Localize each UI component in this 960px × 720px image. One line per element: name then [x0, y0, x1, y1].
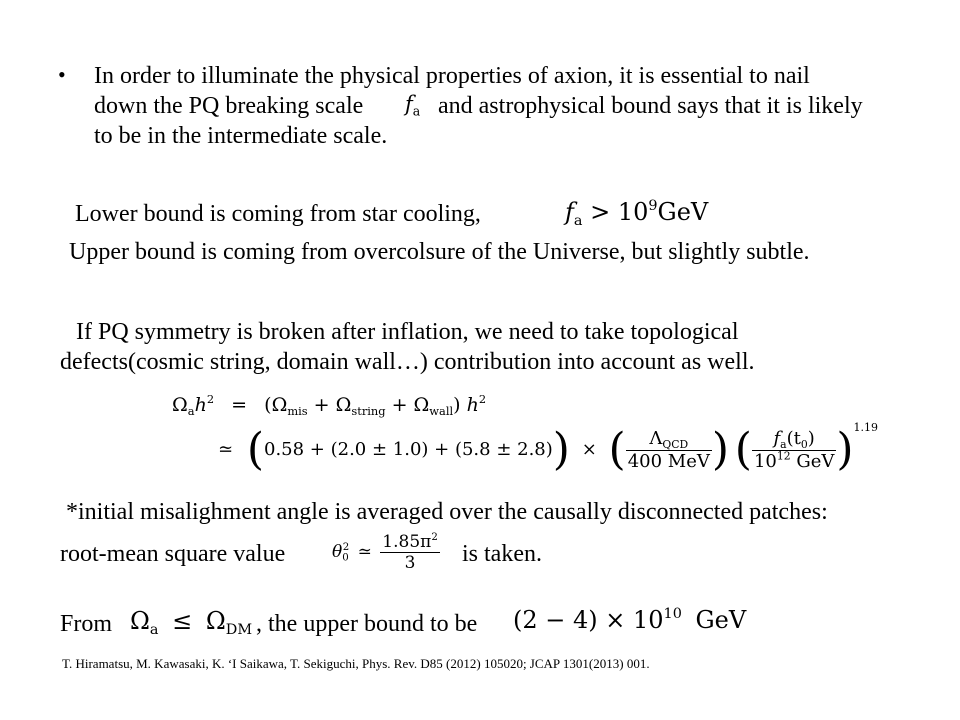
theta-formula: $\theta_0^2$ ≃ $\frac{1.85\pi^2}{3}$	[332, 531, 438, 573]
misalignment-line-2a: root-mean square value	[60, 541, 286, 567]
pq-line-1: If PQ symmetry is broken after inflation, we need to take topological	[76, 319, 739, 345]
intro-line-3: to be in the intermediate scale.	[94, 123, 388, 149]
lower-bound-text: Lower bound is coming from star cooling,	[75, 201, 481, 227]
upper-bound-text: Upper bound is coming from overcolsure of the Universe, but slightly subtle.	[69, 239, 810, 265]
pq-line-2: defects(cosmic string, domain wall…) contribution into account as well.	[60, 349, 755, 375]
fa-symbol-inline: $f_a$	[405, 92, 421, 119]
misalignment-line-1: *initial misalighment angle is averaged over the causally disconnected patches:	[66, 499, 828, 525]
reference-citation: T. Hiramatsu, M. Kawasaki, K. ‘I Saikawa, T. Sekiguchi, Phys. Rev. D85 (2012) 105020; JCAP 1301(2013) 001.	[62, 656, 650, 671]
bullet-point: •	[58, 62, 66, 87]
intro-line-2b: and astrophysical bound says that it is likely	[438, 93, 863, 119]
qcd-fraction: $\frac{\Lambda_{QCD}}{\text{400 MeV}}$	[627, 427, 710, 472]
conclusion-middle: , the upper bound to be	[256, 611, 478, 637]
omega-equation-line-2: ≃ (0.58 + (2.0 ± 1.0) + (5.8 ± 2.8)) × ( $\frac{\Lambda_{QCD}}{\text{400 MeV}}$ ) ( $\frac{f_a(t_0)}{10^{12} GeV}$ )$^{1.19}$	[218, 420, 879, 475]
misalignment-line-2b: is taken.	[462, 541, 542, 567]
lower-bound-formula: $f_a > 10^9GeV$	[565, 197, 709, 230]
omega-equation-line-1: $\Omega_ah^2 = (\Omega_{mis} + \Omega_{string} + \Omega_{wall})$ $h^2$	[172, 392, 487, 418]
intro-line-1: In order to illuminate the physical properties of axion, it is essential to nail	[94, 63, 810, 89]
conclusion-from: From	[60, 611, 113, 637]
intro-line-2a: down the PQ breaking scale	[94, 93, 364, 119]
fa-fraction: $\frac{f_a(t_0)}{10^{12} GeV}$	[753, 427, 835, 472]
omega-dm-inequality: $\Omega_a \le \Omega_{DM}$	[130, 607, 253, 639]
upper-bound-range: $(2 - 4) \times 10^{10}$ GeV	[513, 605, 747, 634]
